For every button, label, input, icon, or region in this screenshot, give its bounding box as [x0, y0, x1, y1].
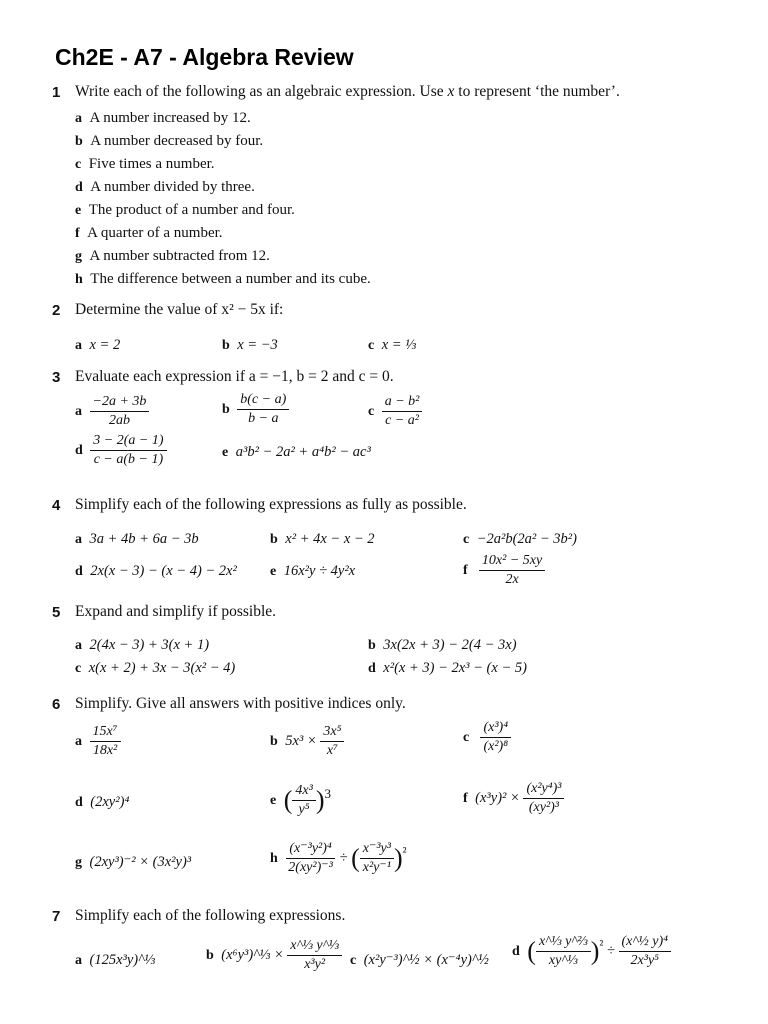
part-row [350, 952, 489, 969]
fraction [619, 934, 672, 969]
part-row [75, 660, 235, 677]
exponent: ² [402, 844, 407, 860]
part-text: A quarter of a number. [87, 225, 223, 241]
part-label: a [75, 404, 82, 420]
part-label: b [222, 338, 230, 353]
part-expr: 16x²y ÷ 4y²x [283, 563, 356, 579]
part-label: d [75, 443, 83, 459]
part-row [75, 225, 223, 242]
part-label: d [75, 564, 83, 579]
question-text: Write each of the following as an algebraic expression. Use x to represent ‘the number’. [75, 83, 620, 100]
part-label: d [512, 944, 520, 960]
numerator: 15x⁷ [90, 724, 121, 742]
part-row [368, 394, 422, 429]
numerator: x⁻³y³ [360, 841, 394, 859]
question-number: 7 [52, 908, 61, 925]
question-number: 2 [52, 302, 61, 319]
part-label: a [75, 953, 82, 968]
numerator: 4x³ [292, 783, 315, 801]
numerator: a − b² [382, 394, 423, 412]
part-label: h [270, 851, 278, 867]
part-row [206, 938, 342, 973]
part-label: f [463, 791, 468, 807]
numerator: x^⅓ y^⅓ [287, 938, 342, 956]
numerator: 3x⁵ [320, 724, 344, 742]
part-expr: x²(x + 3) − 2x³ − (x − 5) [383, 660, 527, 676]
part-label: a [75, 532, 82, 547]
part-row [75, 531, 199, 548]
part-text: The difference between a number and its cube. [90, 271, 371, 287]
numerator: b(c − a) [237, 392, 289, 410]
denominator: c − a(b − 1) [93, 452, 164, 468]
question-number: 3 [52, 369, 61, 386]
denominator: x²y⁻¹ [362, 860, 391, 876]
part-label: c [75, 661, 82, 676]
part-expr: 2(4x − 3) + 3(x + 1) [89, 637, 210, 653]
part-text: The product of a number and four. [88, 202, 295, 218]
part-row [270, 531, 375, 548]
part-expr: x = 2 [89, 337, 121, 353]
page-title: Ch2E - A7 - Algebra Review [55, 44, 354, 70]
part-text: A number divided by three. [90, 179, 255, 195]
part-label: b [222, 402, 230, 418]
part-expr: x(x + 2) + 3x − 3(x² − 4) [88, 660, 236, 676]
part-expr: 5x³ × [285, 733, 321, 750]
part-label: h [75, 272, 83, 287]
fraction [292, 783, 315, 818]
fraction [360, 841, 394, 876]
part-label: b [270, 734, 278, 750]
numerator: (x³)⁴ [480, 720, 511, 738]
part-row [75, 248, 270, 265]
part-text: A number increased by 12. [89, 110, 251, 126]
part-label: a [75, 338, 82, 353]
part-row [368, 637, 517, 654]
part-label: b [270, 532, 278, 547]
fraction [382, 394, 423, 429]
part-row [75, 637, 209, 654]
part-text: Five times a number. [88, 156, 215, 172]
fraction [480, 720, 511, 755]
part-row [463, 531, 577, 548]
question-text: Simplify. Give all answers with positive indices only. [75, 695, 406, 712]
part-label: g [75, 855, 82, 870]
fraction [320, 724, 344, 759]
exponent: ² [599, 937, 604, 953]
question-text: Simplify each of the following expressions as fully as possible. [75, 496, 467, 513]
part-text: A number subtracted from 12. [89, 248, 270, 264]
part-label: d [75, 795, 83, 810]
part-label: b [368, 638, 376, 653]
part-label: a [75, 734, 82, 750]
question-text: Simplify each of the following expressions. [75, 907, 346, 924]
numerator: (x^½ y)⁴ [619, 934, 672, 952]
part-row [75, 433, 167, 468]
fraction [90, 433, 166, 468]
part-label: a [75, 111, 82, 126]
part-label: f [463, 563, 468, 579]
denominator: 18x² [92, 743, 118, 759]
denominator: b − a [248, 411, 279, 427]
part-expr: (2xy³)⁻² × (3x²y)³ [89, 854, 192, 870]
part-row [75, 156, 215, 173]
fraction [285, 841, 336, 876]
part-row [270, 724, 344, 759]
fraction [523, 781, 564, 816]
part-expr: x = −3 [237, 337, 278, 353]
part-expr: a³b² − 2a² + a⁴b² − ac³ [235, 444, 371, 460]
part-row [222, 444, 371, 461]
denominator: 2x [505, 572, 519, 588]
part-row [75, 337, 120, 354]
question-text: Determine the value of x² − 5x if: [75, 301, 284, 318]
part-label: b [75, 134, 83, 149]
part-row [75, 110, 251, 127]
part-label: f [75, 226, 80, 241]
numerator: 10x² − 5xy [479, 553, 545, 571]
part-label: c [368, 338, 375, 353]
part-row: h $\frac{\text{(x⁻³y²)⁴}}{\text{2(xy²)⁻³}}$ ÷ ( $\frac{\text{x⁻³y³}}{\text{x²y⁻¹}}$ )$^{^2}$ [270, 841, 407, 876]
part-expr: −2a²b(2a² − 3b²) [476, 531, 577, 547]
part-expr: 2x(x − 3) − (x − 4) − 2x² [90, 563, 237, 579]
part-label: e [270, 564, 277, 579]
part-expr: (2xy²)⁴ [90, 794, 130, 810]
operator: ÷ [335, 850, 352, 867]
part-label: b [206, 948, 214, 964]
part-label: c [350, 953, 357, 968]
part-row [75, 794, 129, 811]
part-label: e [270, 793, 277, 809]
part-label: c [463, 532, 470, 547]
operator: ÷ [603, 943, 619, 960]
part-row [75, 724, 121, 759]
part-expr: 3x(2x + 3) − 2(4 − 3x) [383, 637, 517, 653]
part-row [222, 337, 278, 354]
part-row [75, 271, 371, 288]
part-expr: (125x³y)^⅓ [89, 952, 156, 968]
fraction [287, 938, 342, 973]
part-row [75, 202, 295, 219]
question-number: 1 [52, 84, 61, 101]
part-row [463, 553, 545, 588]
denominator: c − a² [385, 413, 419, 429]
numerator: (x²y⁴)³ [523, 781, 564, 799]
part-label: a [75, 638, 82, 653]
question-number: 4 [52, 497, 61, 514]
question-text: Evaluate each expression if a = −1, b = 2 and c = 0. [75, 368, 394, 385]
question-text: Expand and simplify if possible. [75, 603, 277, 620]
part-row [75, 133, 263, 150]
part-row [75, 952, 155, 969]
part-row [368, 337, 416, 354]
denominator: 2x³y⁵ [630, 953, 660, 969]
denominator: y⁵ [298, 802, 310, 818]
part-expr: x² + 4x − x − 2 [285, 531, 375, 547]
part-row [463, 781, 564, 816]
part-row [75, 854, 191, 871]
fraction [237, 392, 289, 427]
numerator: 3 − 2(a − 1) [90, 433, 166, 451]
denominator: xy^⅓ [548, 953, 578, 969]
part-label: c [368, 404, 375, 420]
part-row [75, 563, 237, 580]
part-label: e [75, 203, 82, 218]
part-expr: (x²y⁻³)^½ × (x⁻⁴y)^½ [363, 952, 489, 968]
part-label: d [75, 180, 83, 195]
part-row: d ( $\frac{\text{x\textasciicircum{}⅓ y\textasciicircum{}⅔}}{\text{xy\textasciicircum{}⅓}}$ )$^{^2}$ ÷ $\frac{\text{(x\textasciicircum{}½ y)⁴}}{\text{2x³y⁵}}$ [512, 934, 671, 969]
fraction [90, 394, 150, 429]
part-row [222, 392, 289, 427]
part-expr: (x⁶y³)^⅓ × [221, 947, 288, 964]
denominator: x⁷ [326, 743, 338, 759]
part-row [270, 563, 355, 580]
part-text: A number decreased by four. [90, 133, 264, 149]
part-row [75, 394, 149, 429]
part-row: e ( $\frac{\text{4x³}}{\text{y⁵}}$ )$^3$ [270, 783, 331, 818]
fraction [479, 553, 545, 588]
fraction [90, 724, 121, 759]
question-number: 5 [52, 604, 61, 621]
numerator: x^⅓ y^⅔ [536, 934, 591, 952]
part-label: g [75, 249, 82, 264]
part-expr: 3a + 4b + 6a − 3b [89, 531, 199, 547]
part-expr: x = ⅓ [381, 337, 417, 353]
denominator: 2(xy²)⁻³ [288, 860, 333, 876]
numerator: −2a + 3b [90, 394, 150, 412]
question-number: 6 [52, 696, 61, 713]
part-expr: (x³y)² × [475, 790, 524, 807]
denominator: 2ab [108, 413, 130, 429]
part-row [75, 179, 255, 196]
denominator: (x²)⁸ [483, 739, 509, 755]
numerator: (x⁻³y²)⁴ [286, 841, 334, 859]
part-label: e [222, 445, 229, 460]
part-row [463, 720, 511, 755]
fraction [536, 934, 591, 969]
denominator: x³y² [304, 957, 326, 973]
denominator: (xy²)³ [528, 800, 560, 816]
part-label: d [368, 661, 376, 676]
part-label: c [463, 730, 470, 746]
part-row [368, 660, 527, 677]
part-label: c [75, 157, 82, 172]
